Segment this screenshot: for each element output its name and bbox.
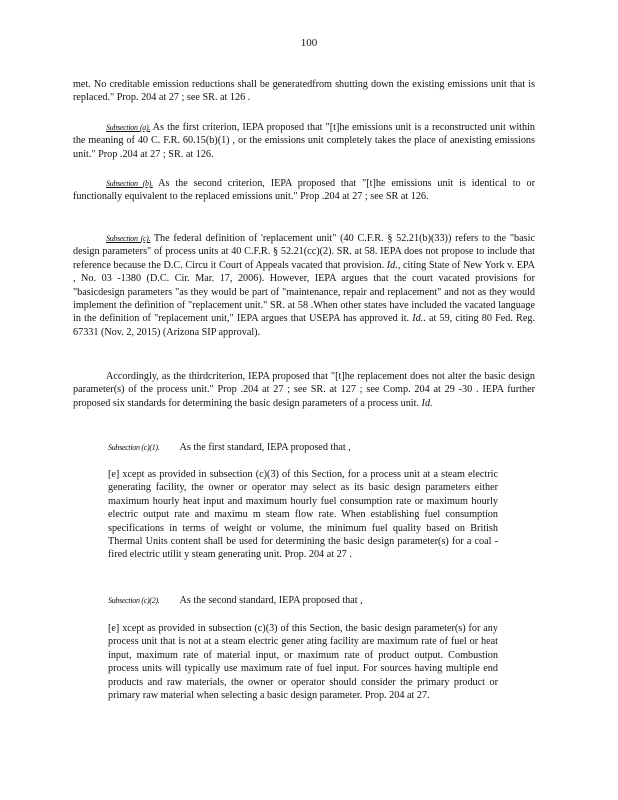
- subsection-heading: Subsection (c)(2).: [108, 596, 160, 605]
- paragraph-subsection-a: [73, 121, 535, 161]
- quote-text: [e] xcept as provided in subsection (c)(3) of this Section, the basic design parameter(s) for any process unit that is not at a steam electric gener ating facility are maximum rate of fuel or heat input, maximum rate of material input, or maximum rate of product output. Combustion process units will typically use maximum rate of fuel input. For sources having multiple end products and raw materials, the owner or operator should consider the primary product or primary raw material when selecting a basic design parameter. Prop. 204 at 27.: [108, 623, 498, 702]
- paragraph-subsection-c2: [108, 594, 498, 607]
- paragraph-third-criterion: [73, 370, 535, 410]
- subsection-heading: Subsection (c).: [106, 234, 151, 243]
- paragraph-text: , citing State of New York v. EPA , No. 03 -1380 (D.C. Cir. Mar. 17, 2006). However, IEPA argues that the court vacated provisions for "basicdesign parameters "as they would be part of "maintenance, repair and replacement" and not as they would implement the definition of "replacement unit." SR. at 58 .When other states have included the vacated language in the definition of "replacement unit," IEPA argues that USEPA has approved it.: [73, 259, 536, 325]
- paragraph-text: As the first criterion, IEPA proposed that "[t]he emissions unit is a reconstructed unit within the meaning of 40 C. F.R. 60.15(b)(1) , or the emissions unit completely takes the place of anexisting emissions unit." Prop .204 at 27 ; SR. at 126.: [73, 122, 535, 160]
- paragraph-subsection-b: [73, 177, 535, 204]
- subsection-heading: Subsection (b).: [106, 179, 153, 188]
- paragraph-subsection-c1: [108, 441, 498, 454]
- citation-id: Id.: [421, 397, 433, 409]
- citation-id: Id.: [386, 259, 398, 271]
- paragraph-text: Accordingly, as the thirdcriterion, IEPA proposed that "[t]he replacement does not alter the basic design parameter(s) of the process unit." Prop .204 at 27 ; see SR. at 127 ; see Comp. 204 at 29 -30 . IEPA further proposed six standards for determining the basic design parameters of a process unit.: [73, 371, 535, 409]
- paragraph-text: . at 59, citing 80 Fed. Reg. 67331 (Nov. 2, 2015) (Arizona SIP approval).: [73, 313, 536, 338]
- paragraph-text: As the second criterion, IEPA proposed that "[t]he emissions unit is identical to or functionally equivalent to the replaced emissions unit." Prop .204 at 27 ; see SR at 126.: [73, 178, 535, 203]
- paragraph-subsection-c: [73, 232, 535, 339]
- block-quote-c2: [108, 622, 498, 702]
- subsection-heading: Subsection (c)(1).: [108, 443, 160, 452]
- quote-text: [e] xcept as provided in subsection (c)(3) of this Section, for a process unit at a steam electric generating facility, the owner or operator may select as its basic design parameters either maximum hourly heat input and maximum hourly fuel consumption rate or maximum hourly electric output rate and maximu m steam flow rate. When establishing fuel consumption specifications in terms of weight or volume, the minimum fuel quality based on British Thermal Units content shall be used for determining the basic design parameter(s) for a coal -fired electric utilit y steam generating unit. Prop. 204 at 27 .: [108, 469, 498, 561]
- paragraph-text: As the first standard, IEPA proposed that ,: [179, 442, 351, 453]
- block-quote-c1: [108, 468, 498, 562]
- page-number: 100: [300, 37, 318, 49]
- citation-id: Id.: [412, 313, 424, 325]
- paragraph-text: As the second standard, IEPA proposed that ,: [179, 595, 363, 606]
- paragraph-continuation: [73, 78, 535, 105]
- paragraph-text: The federal definition of 'replacement unit" (40 C.F.R. § 52.21(b)(33)) refers to the "basic design parameters" of process units at 40 C.F.R. § 52.21(cc)(2). SR. at 58. IEPA does not propose to include that reference because the D.C. Circu it Court of Appeals vacated that provision.: [73, 233, 535, 271]
- paragraph-text: met. No creditable emission reductions shall be generatedfrom shutting down the existing emissions unit that is replaced." Prop. 204 at 27 ; see SR. at 126 .: [73, 79, 535, 104]
- subsection-heading: Subsection (a).: [106, 123, 151, 132]
